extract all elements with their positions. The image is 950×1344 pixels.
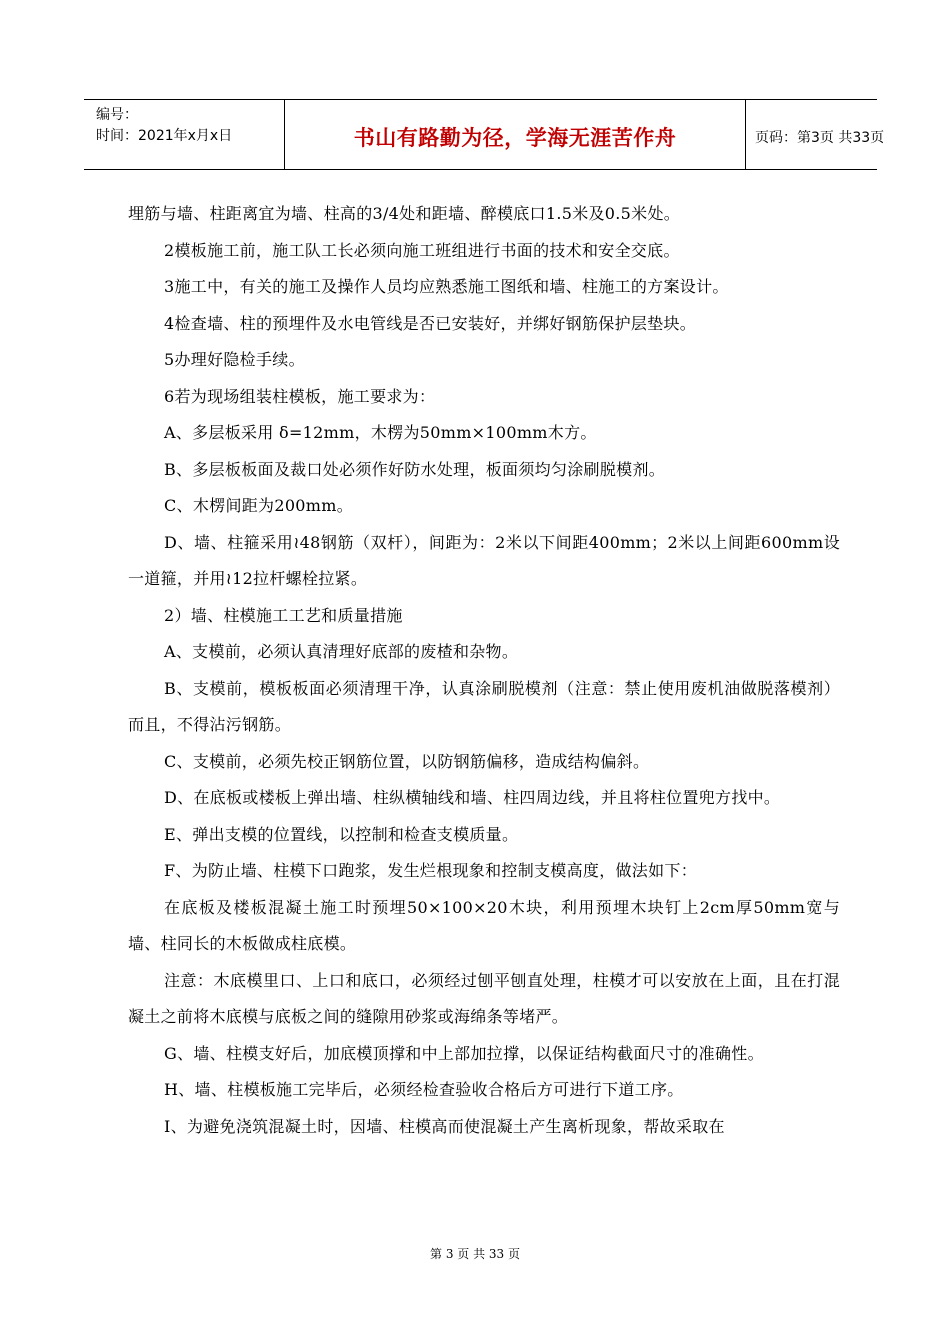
document-code-label: 编号：	[96, 107, 138, 123]
header-page-code: 页码：第3页 共33页	[755, 130, 885, 146]
document-header	[84, 99, 885, 170]
header-info-cell	[84, 100, 284, 169]
paragraph: 在底板及楼板混凝土施工时预埋50×100×20木块，利用预埋木块钉上2cm厚50mm宽与墙、柱同长的木板做成柱底模。	[128, 897, 840, 953]
paragraph: I、为避免浇筑混凝土时，因墙、柱模高而使混凝土产生离析现象，帮故采取在	[164, 1116, 725, 1136]
paragraph: 6若为现场组装柱模板，施工要求为：	[164, 386, 436, 406]
paragraph: B、支模前，模板板面必须清理干净，认真涂刷脱模剂（注意：禁止使用废机油做脱落模剂）而且，不得沾污钢筋。	[128, 678, 840, 734]
paragraph: D、在底板或楼板上弹出墙、柱纵横轴线和墙、柱四周边线，并且将柱位置兜方找中。	[164, 788, 781, 807]
paragraph: 3施工中，有关的施工及操作人员均应熟悉施工图纸和墙、柱施工的方案设计。	[164, 277, 729, 296]
paragraph: D、墙、柱箍采用≀48钢筋（双杆），间距为：2米以下间距400mm；2米以上间距600mm设一道箍，并用≀12拉杆螺栓拉紧。	[128, 532, 840, 588]
paragraph: 2）墙、柱模施工工艺和质量措施	[164, 605, 403, 625]
paragraph: B、多层板板面及裁口处必须作好防水处理，板面须均匀涂刷脱模剂。	[164, 459, 666, 479]
paragraph: C、支模前，必须先校正钢筋位置，以防钢筋偏移，造成结构偏斜。	[164, 751, 650, 771]
paragraph: 注意：木底模里口、上口和底口，必须经过刨平刨直处理，柱模才可以安放在上面，且在打混凝土之前将木底模与底板之间的缝隙用砂浆或海绵条等堵严。	[128, 970, 840, 1026]
header-motto: 书山有路勤为径，学海无涯苦作舟	[353, 126, 677, 150]
paragraph: G、墙、柱模支好后，加底模顶撑和中上部加拉撑，以保证结构截面尺寸的准确性。	[164, 1043, 764, 1063]
paragraph: A、多层板采用 δ=12mm，木楞为50mm×100mm木方。	[164, 423, 597, 442]
document-time-label: 时间：2021年x月x日	[96, 128, 233, 144]
paragraph: 5办理好隐检手续。	[164, 350, 305, 369]
paragraph: H、墙、柱模板施工完毕后，必须经检查验收合格后方可进行下道工序。	[164, 1080, 684, 1099]
page-footer: 第 3 页 共 33 页	[430, 1247, 520, 1261]
paragraph: C、木楞间距为200mm。	[164, 496, 354, 515]
paragraph: A、支模前，必须认真清理好底部的废楂和杂物。	[164, 642, 519, 661]
paragraph: 2模板施工前，施工队工长必须向施工班组进行书面的技术和安全交底。	[164, 240, 680, 260]
paragraph: F、为防止墙、柱模下口跑浆，发生烂根现象和控制支模高度，做法如下：	[164, 861, 698, 880]
paragraph: 埋筋与墙、柱距离宜为墙、柱高的3/4处和距墙、醉模底口1.5米及0.5米处。	[128, 204, 681, 223]
document-body	[128, 196, 840, 1145]
header-motto-cell	[284, 100, 746, 169]
paragraph: E、弹出支模的位置线，以控制和检查支模质量。	[164, 824, 519, 844]
paragraph: 4检查墙、柱的预埋件及水电管线是否已安装好，并绑好钢筋保护层垫块。	[164, 313, 697, 333]
header-page-cell	[745, 100, 885, 169]
